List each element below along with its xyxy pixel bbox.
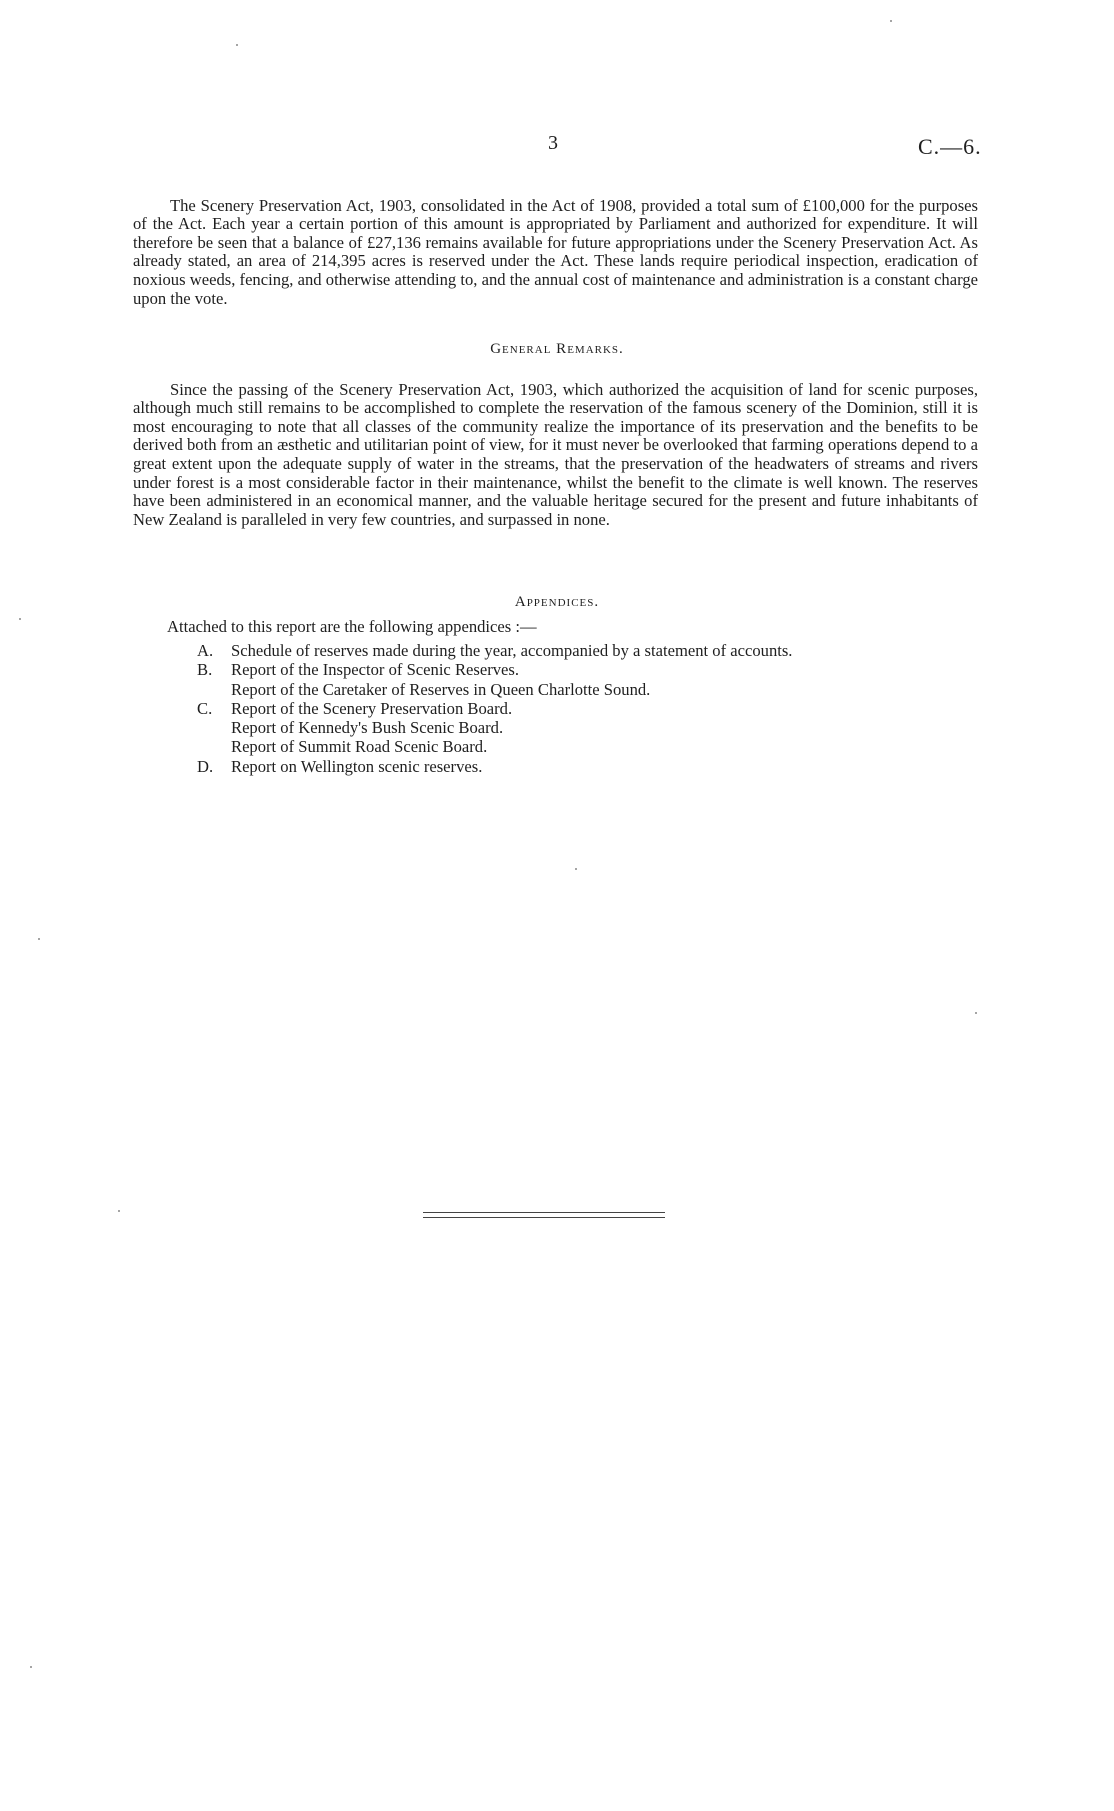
- paragraph-funding: The Scenery Preservation Act, 1903, consolidated in the Act of 1908, provided a total sum of £100,000 for the purposes of the Act. Each year a certain portion of this amount is appropriated by Parliament and authorized for expenditure. It will therefore be seen that a balance of £27,136 remains available for future appropriations under the Scenery Preservation Act. As already stated, an area of 214,395 acres is reserved under the Act. These lands require periodical inspection, eradication of noxious weeds, fencing, and otherwise attending to, and the annual cost of maintenance and administration is a constant charge upon the vote.: [133, 195, 978, 308]
- end-rule: [423, 1217, 665, 1218]
- appendix-item: [197, 680, 792, 699]
- end-rule: [423, 1212, 665, 1213]
- scan-speck: [19, 618, 21, 620]
- scan-speck: [236, 44, 238, 46]
- appendices-heading: Appendices.: [514, 594, 600, 610]
- general-remarks-heading: General Remarks.: [490, 341, 624, 357]
- scan-speck: [30, 1666, 32, 1668]
- appendix-letter: D.: [197, 756, 214, 776]
- appendix-text: Report of Summit Road Scenic Board.: [231, 737, 488, 757]
- document-reference: C.—6.: [918, 134, 982, 159]
- general-remarks-paragraph: Since the passing of the Scenery Preservation Act, 1903, which authorized the acquisition of land for scenic purposes, although much still remains to be accomplished to complete the reservation of the famous scenery of the Dominion, still it is most encouraging to note that all classes of the community realize the importance of its preservation and the benefits to be derived both from an æsthetic and utilitarian point of view, for it must never be overlooked that farming operations depend to a great extent upon the adequate supply of water in the streams, that the preservation of the headwaters of streams and rivers under forest is a most considerable factor in their maintenance, whilst the benefit to the climate is well known. The reserves have been administered in an economical manner, and the valuable heritage secured for the present and future inhabitants of New Zealand is paralleled in very few countries, and surpassed in none.: [133, 379, 978, 529]
- appendix-text: Schedule of reserves made during the year, accompanied by a statement of accounts.: [231, 641, 793, 660]
- appendix-item: [197, 699, 792, 718]
- appendix-letter: [197, 718, 231, 737]
- scan-speck: [38, 938, 40, 940]
- appendix-letter: A.: [197, 641, 214, 660]
- appendix-letter: B.: [197, 660, 213, 680]
- appendix-item: [197, 660, 792, 679]
- appendix-letter: [197, 737, 231, 756]
- appendix-item: [197, 757, 792, 776]
- appendix-item: [197, 641, 792, 660]
- appendix-item: [197, 718, 792, 737]
- appendix-text: Report on Wellington scenic reserves.: [231, 756, 483, 776]
- appendices-list: [197, 641, 792, 776]
- appendix-text: Report of Kennedy's Bush Scenic Board.: [231, 718, 504, 738]
- appendix-letter: C.: [197, 698, 213, 718]
- appendix-text: Report of the Scenery Preservation Board.: [231, 698, 513, 718]
- appendix-item: [197, 737, 792, 756]
- appendix-letter: [197, 680, 231, 699]
- scan-speck: [575, 868, 577, 870]
- scan-speck: [118, 1210, 120, 1212]
- appendices-intro: Attached to this report are the following appendices :—: [167, 617, 537, 636]
- scan-speck: [975, 1012, 977, 1014]
- appendix-text: Report of the Inspector of Scenic Reserves.: [231, 660, 519, 680]
- scan-speck: [890, 20, 892, 22]
- appendix-text: Report of the Caretaker of Reserves in Queen Charlotte Sound.: [231, 679, 651, 699]
- page-number: 3: [548, 132, 558, 154]
